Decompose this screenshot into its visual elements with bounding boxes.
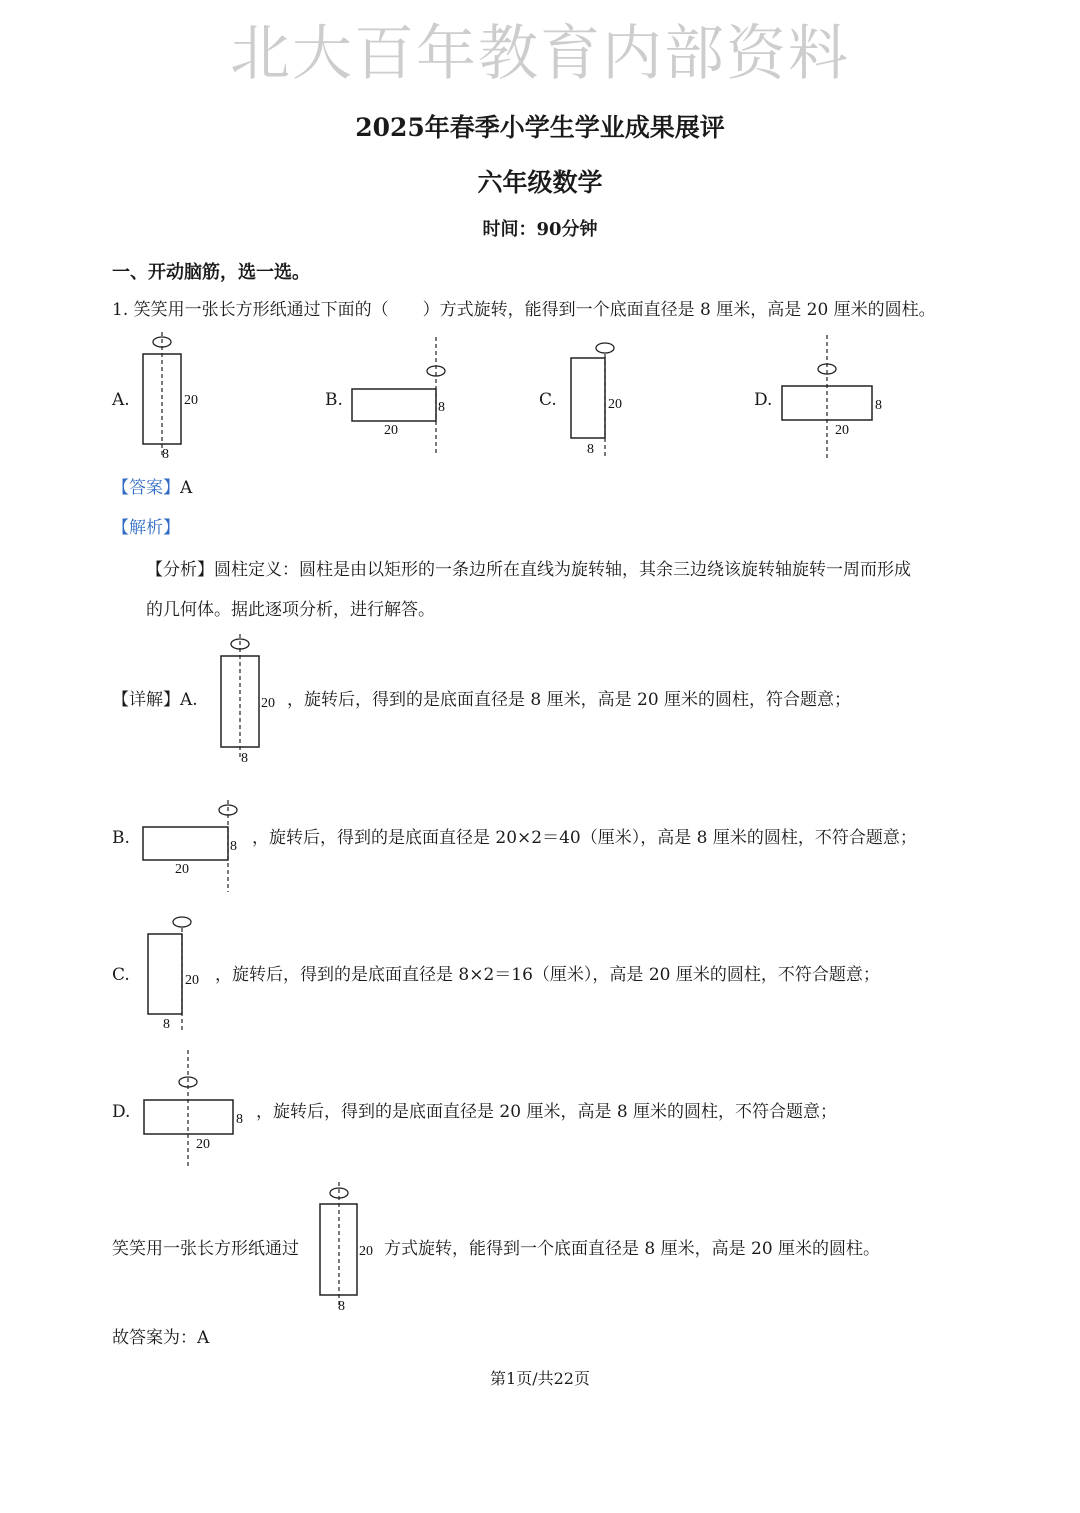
side-label: 20 bbox=[185, 973, 199, 988]
detail-tag: 【详解】 bbox=[112, 690, 180, 710]
bottom-label: 8 bbox=[338, 1299, 345, 1314]
rotation-arrow-icon bbox=[596, 343, 614, 353]
detail-d-label: D. bbox=[112, 1102, 131, 1122]
paper-rectangle bbox=[148, 934, 182, 1014]
answer-value: A bbox=[180, 478, 193, 498]
fenxi-line-1 bbox=[146, 558, 911, 582]
detail-a-label: A. bbox=[180, 690, 198, 710]
page-number: 第1页/共22页 bbox=[490, 1369, 590, 1388]
side-label: 8 bbox=[236, 1112, 243, 1127]
side-label: 8 bbox=[875, 398, 882, 413]
bottom-label: 20 bbox=[384, 423, 398, 438]
option-b-figure bbox=[348, 335, 463, 460]
exam-title: 2025年春季小学生学业成果展评 bbox=[355, 113, 725, 142]
fenxi-text-1: 圆柱定义：圆柱是由以矩形的一条边所在直线为旋转轴，其余三边绕该旋转轴旋转一周而形成 bbox=[214, 560, 911, 580]
fenxi-tag: 【分析】 bbox=[146, 560, 214, 580]
detail-d-figure bbox=[140, 1048, 255, 1170]
side-label: 20 bbox=[184, 393, 198, 408]
answer-line bbox=[112, 476, 192, 500]
rotation-arrow-icon bbox=[173, 917, 191, 927]
watermark: 北大百年教育内部资料 bbox=[230, 19, 850, 89]
option-c-figure bbox=[566, 338, 636, 458]
detail-d-text: ，旋转后，得到的是底面直径是 20 厘米，高是 8 厘米的圆柱，不符合题意； bbox=[256, 1102, 838, 1122]
conclusion-before: 笑笑用一张长方形纸通过 bbox=[112, 1239, 299, 1259]
bottom-label: 20 bbox=[196, 1137, 210, 1152]
detail-b-label: B. bbox=[112, 828, 130, 848]
question-stem: 1. 笑笑用一张长方形纸通过下面的（ ）方式旋转，能得到一个底面直径是 8 厘米，高是 20 厘米的圆柱。 bbox=[112, 300, 936, 320]
conclusion-after: 方式旋转，能得到一个底面直径是 8 厘米，高是 20 厘米的圆柱。 bbox=[384, 1239, 881, 1259]
exam-subject: 六年级数学 bbox=[477, 168, 603, 197]
option-d-figure bbox=[778, 333, 893, 461]
option-a-label: A. bbox=[112, 390, 130, 410]
detail-b-figure bbox=[140, 800, 250, 895]
analysis-tag: 【解析】 bbox=[112, 518, 180, 538]
detail-a-text: ，旋转后，得到的是底面直径是 8 厘米，高是 20 厘米的圆柱，符合题意； bbox=[287, 690, 852, 710]
detail-a-prefix bbox=[112, 688, 198, 712]
bottom-label: 20 bbox=[835, 423, 849, 438]
option-b-label: B. bbox=[325, 390, 343, 410]
option-d-label: D. bbox=[754, 390, 773, 410]
final-answer: 故答案为：A bbox=[112, 1328, 210, 1348]
option-a-figure bbox=[138, 330, 208, 460]
paper-rectangle bbox=[352, 389, 436, 421]
answer-tag: 【答案】 bbox=[112, 478, 180, 498]
bottom-label: 8 bbox=[587, 442, 594, 457]
bottom-label: 8 bbox=[241, 751, 248, 766]
paper-rectangle bbox=[143, 827, 228, 860]
bottom-label: 8 bbox=[162, 447, 169, 462]
side-label: 20 bbox=[261, 696, 275, 711]
bottom-label: 20 bbox=[175, 862, 189, 877]
exam-time: 时间：90分钟 bbox=[482, 219, 598, 240]
fenxi-line-2: 的几何体。据此逐项分析，进行解答。 bbox=[146, 600, 435, 620]
side-label: 20 bbox=[359, 1244, 373, 1259]
detail-a-figure bbox=[215, 632, 287, 768]
paper-rectangle bbox=[571, 358, 605, 438]
bottom-label: 8 bbox=[163, 1017, 170, 1032]
detail-c-label: C. bbox=[112, 965, 130, 985]
conclusion-figure bbox=[314, 1180, 386, 1316]
option-c-label: C. bbox=[539, 390, 557, 410]
section-heading: 一、开动脑筋，选一选。 bbox=[112, 262, 310, 283]
detail-c-text: ，旋转后，得到的是底面直径是 8×2＝16（厘米），高是 20 厘米的圆柱，不符合题意； bbox=[215, 965, 880, 985]
detail-c-figure bbox=[144, 912, 216, 1032]
side-label: 8 bbox=[230, 839, 237, 854]
side-label: 20 bbox=[608, 397, 622, 412]
side-label: 8 bbox=[438, 400, 445, 415]
detail-b-text: ，旋转后，得到的是底面直径是 20×2＝40（厘米），高是 8 厘米的圆柱，不符合题意； bbox=[252, 828, 917, 848]
